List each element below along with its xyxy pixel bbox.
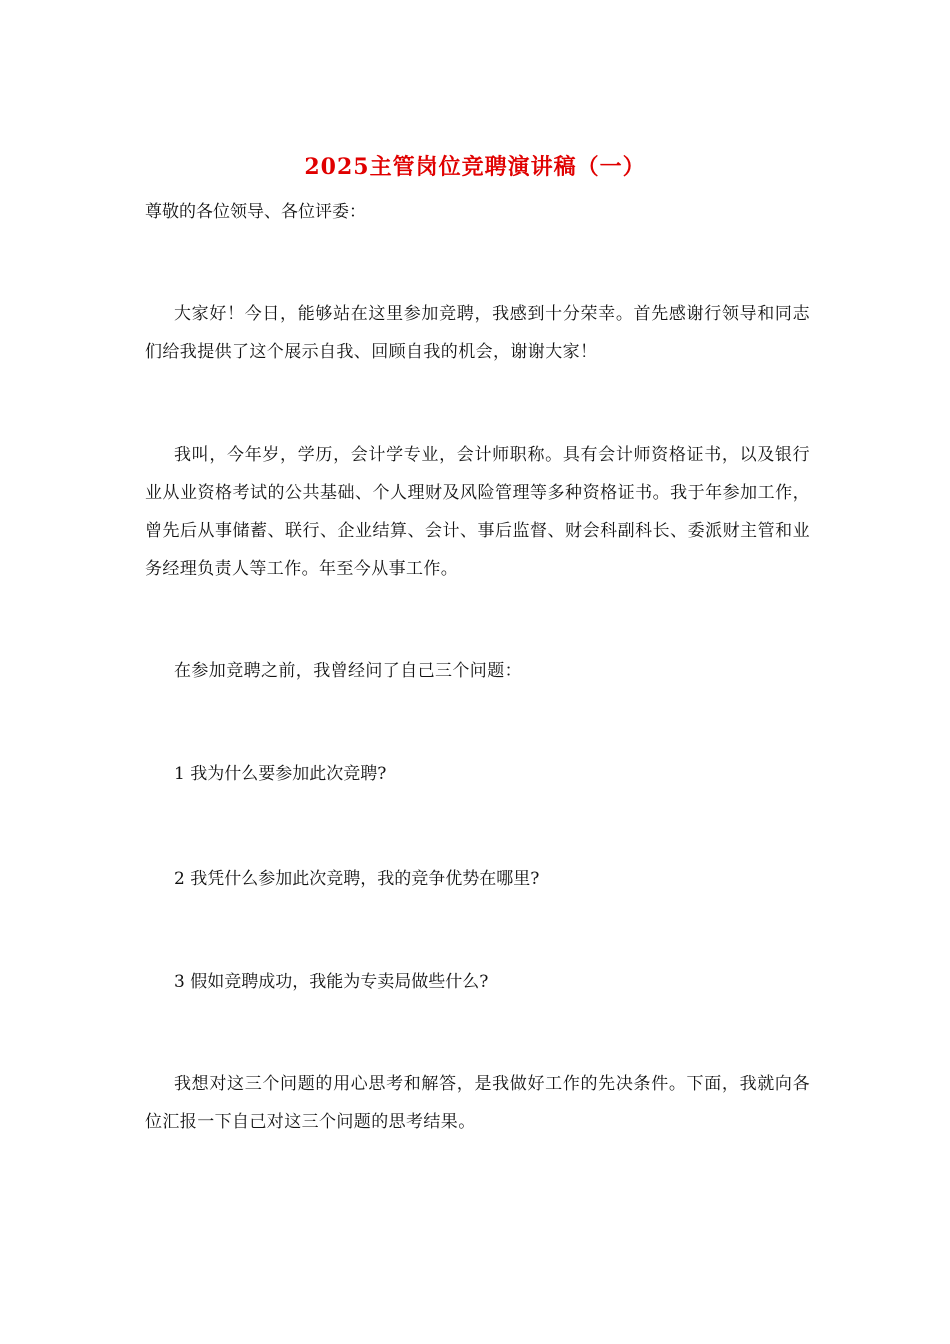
question-item-1: 1 我为什么要参加此次竞聘? — [174, 764, 387, 784]
paragraph-self-introduction: 我叫，今年岁，学历，会计学专业，会计师职称。具有会计师资格证书，以及银行业从业资格考试的公共基础、个人理财及风险管理等多种资格证书。我于年参加工作，曾先后从事储蓄、联行、企业结算、会计、事后监督、财会科副科长、委派财主管和业务经理负责人等工作。年至今从事工作。 — [145, 445, 810, 579]
paragraph-conclusion: 我想对这三个问题的用心思考和解答，是我做好工作的先决条件。下面，我就向各位汇报一下自己对这三个问题的思考结果。 — [145, 1074, 810, 1132]
document-title: 2025主管岗位竞聘演讲稿（一） — [304, 154, 646, 180]
paragraph-greeting: 大家好！今日，能够站在这里参加竞聘，我感到十分荣幸。首先感谢行领导和同志们给我提供了这个展示自我、回顾自我的机会，谢谢大家！ — [145, 304, 810, 362]
question-item-3: 3 假如竞聘成功，我能为专卖局做些什么? — [174, 972, 489, 992]
question-item-2: 2 我凭什么参加此次竞聘，我的竞争优势在哪里? — [174, 869, 540, 889]
paragraph-questions-intro: 在参加竞聘之前，我曾经问了自己三个问题： — [174, 661, 522, 681]
salutation: 尊敬的各位领导、各位评委： — [145, 202, 366, 222]
